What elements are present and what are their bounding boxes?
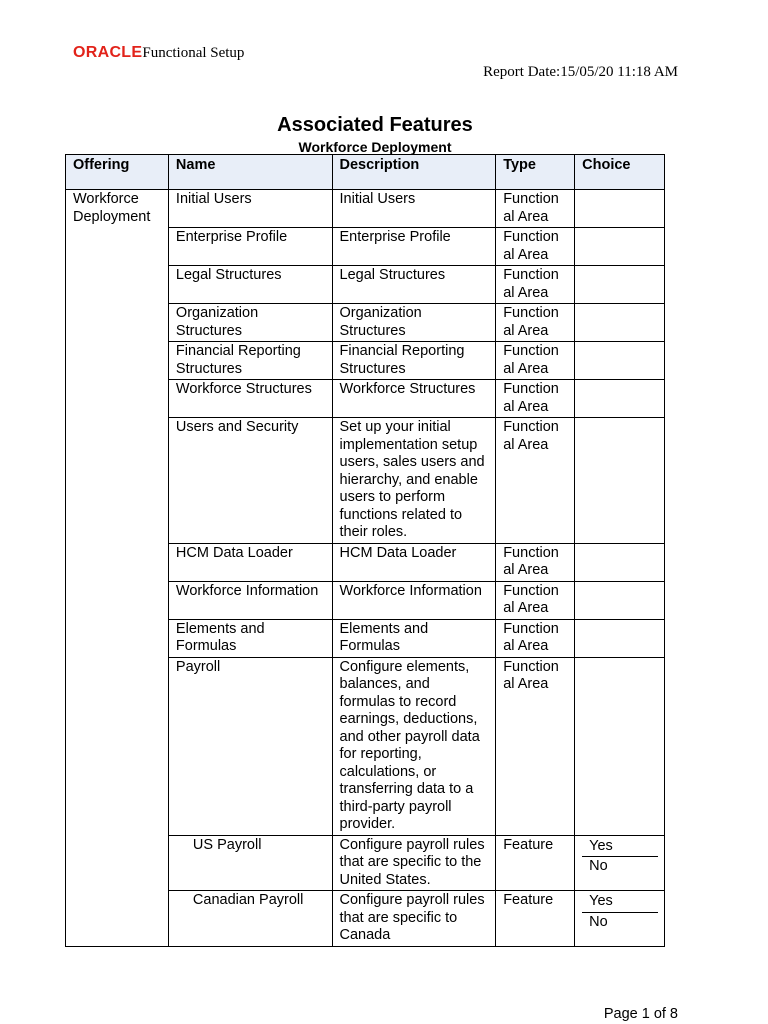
feature-choice-cell (575, 581, 665, 619)
column-header-type: Type (496, 155, 575, 190)
feature-choice-cell (575, 891, 665, 947)
feature-description-cell: Legal Structures (332, 266, 496, 304)
associated-features-table (65, 154, 665, 947)
feature-description-cell: Configure payroll rules that are specific to the United States. (332, 835, 496, 891)
feature-type-cell: Function al Area (496, 581, 575, 619)
feature-name-cell: Users and Security (168, 418, 332, 544)
oracle-logo: ORACLE (73, 44, 143, 61)
feature-choice-cell (575, 835, 665, 891)
feature-description-cell: Organization Structures (332, 304, 496, 342)
feature-name-cell: US Payroll (168, 835, 332, 891)
table-body (66, 190, 665, 947)
feature-description-cell: Initial Users (332, 190, 496, 228)
feature-name-cell: Financial Reporting Structures (168, 342, 332, 380)
feature-description-cell: Configure payroll rules that are specific to Canada (332, 891, 496, 947)
choice-option: Yes (589, 837, 613, 854)
feature-description-cell: Set up your initial implementation setup users, sales users and hierarchy, and enable users to perform functions related to their roles. (332, 418, 496, 544)
feature-description-cell: Configure elements, balances, and formulas to record earnings, deductions, and other payroll data for reporting, calculations, or transferring data to a third-party payroll provider. (332, 657, 496, 835)
feature-type-cell: Feature (496, 891, 575, 947)
choice-option: Yes (589, 893, 613, 909)
feature-choice-cell (575, 543, 665, 581)
feature-name-cell: Legal Structures (168, 266, 332, 304)
choice-option: No (582, 912, 658, 933)
feature-name-cell: HCM Data Loader (168, 543, 332, 581)
feature-description-cell: Enterprise Profile (332, 228, 496, 266)
offering-cell: Workforce Deployment (66, 190, 169, 947)
app-title: Functional Setup (142, 45, 245, 61)
feature-type-cell: Function al Area (496, 342, 575, 380)
feature-choice-cell (575, 190, 665, 228)
feature-type-cell: Function al Area (496, 657, 575, 835)
feature-choice-cell (575, 657, 665, 835)
feature-type-cell: Feature (496, 835, 575, 891)
choice-option: No (582, 856, 658, 877)
page-subtitle: Workforce Deployment (298, 139, 452, 155)
feature-name-cell: Workforce Structures (168, 380, 332, 418)
feature-description-cell: Workforce Structures (332, 380, 496, 418)
feature-choice-cell (575, 228, 665, 266)
feature-name-cell: Elements and Formulas (168, 619, 332, 657)
column-header-description: Description (332, 155, 496, 190)
feature-type-cell: Function al Area (496, 619, 575, 657)
feature-type-cell: Function al Area (496, 418, 575, 544)
feature-description-cell: Elements and Formulas (332, 619, 496, 657)
page-title: Associated Features (277, 114, 473, 136)
feature-choice-cell (575, 266, 665, 304)
oracle-header (73, 44, 244, 62)
feature-choice-cell (575, 342, 665, 380)
feature-description-cell: HCM Data Loader (332, 543, 496, 581)
feature-name-cell: Initial Users (168, 190, 332, 228)
feature-name-cell: Canadian Payroll (168, 891, 332, 947)
page-number: Page 1 of 8 (603, 1006, 678, 1022)
table-row (66, 190, 665, 228)
column-header-choice: Choice (575, 155, 665, 190)
feature-name-cell: Enterprise Profile (168, 228, 332, 266)
feature-description-cell: Workforce Information (332, 581, 496, 619)
feature-choice-cell (575, 380, 665, 418)
feature-type-cell: Function al Area (496, 380, 575, 418)
feature-choice-cell (575, 418, 665, 544)
column-header-offering: Offering (66, 155, 169, 190)
feature-name-cell: Payroll (168, 657, 332, 835)
report-date: Report Date:15/05/20 11:18 AM (483, 64, 678, 80)
feature-choice-cell (575, 619, 665, 657)
feature-type-cell: Function al Area (496, 304, 575, 342)
feature-choice-cell (575, 304, 665, 342)
feature-description-cell: Financial Reporting Structures (332, 342, 496, 380)
feature-type-cell: Function al Area (496, 190, 575, 228)
feature-name-cell: Organization Structures (168, 304, 332, 342)
feature-type-cell: Function al Area (496, 543, 575, 581)
feature-name-cell: Workforce Information (168, 581, 332, 619)
table-header-row (66, 155, 665, 190)
feature-type-cell: Function al Area (496, 228, 575, 266)
column-header-name: Name (168, 155, 332, 190)
feature-type-cell: Function al Area (496, 266, 575, 304)
